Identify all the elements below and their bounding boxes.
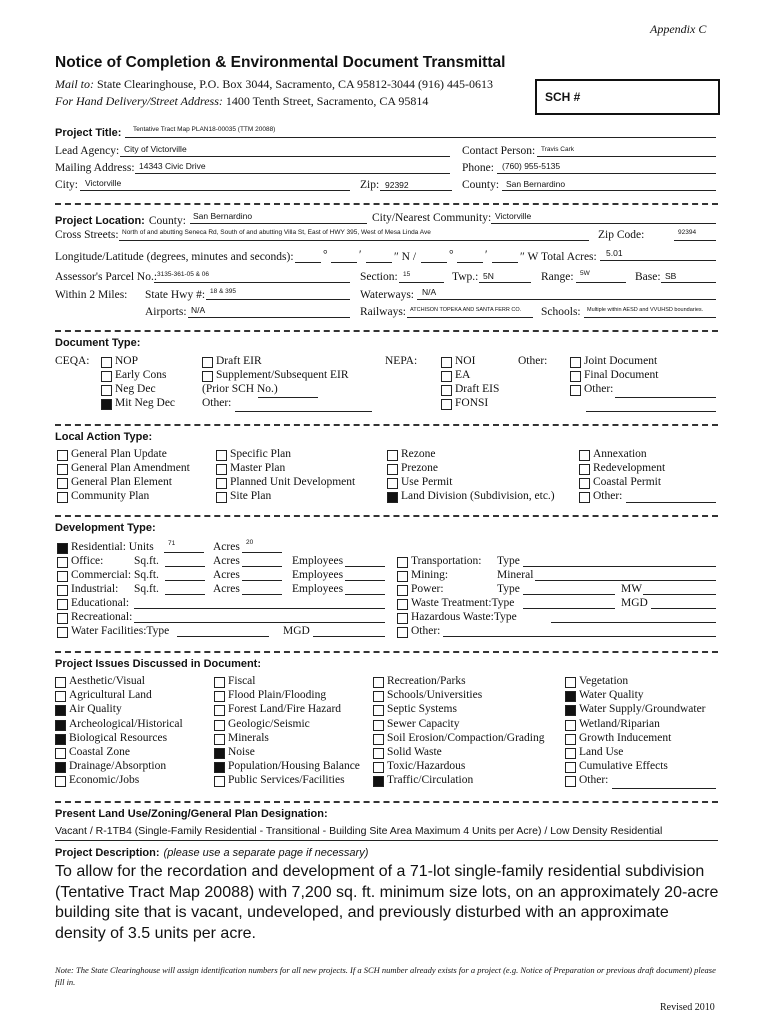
state-hwy-label: State Hwy #: bbox=[145, 289, 206, 301]
specific-plan-label: Specific Plan bbox=[230, 448, 291, 460]
within-2-miles-label: Within 2 Miles: bbox=[55, 289, 128, 301]
residential-checkbox[interactable] bbox=[57, 543, 68, 554]
flood-plain-flooding-checkbox[interactable] bbox=[214, 691, 225, 702]
city-value[interactable]: Victorville bbox=[85, 178, 122, 188]
other-label: Other: bbox=[593, 490, 623, 502]
acres-value[interactable]: 20 bbox=[246, 539, 254, 546]
sch-label: SCH # bbox=[545, 90, 581, 104]
toxic-hazardous-checkbox[interactable] bbox=[373, 762, 384, 773]
land-division-subdivision-etc-label: Land Division (Subdivision, etc.) bbox=[401, 490, 555, 502]
prior-sch-no-label: (Prior SCH No.) bbox=[202, 383, 278, 395]
draft-eis-checkbox[interactable] bbox=[441, 385, 452, 396]
agricultural-land-label: Agricultural Land bbox=[69, 689, 152, 702]
apn-label: Assessor's Parcel No.: bbox=[55, 271, 158, 283]
location-heading-row: Project Location: County: bbox=[55, 215, 186, 227]
transportation-type-label: Type bbox=[497, 555, 520, 567]
waterways-label: Waterways: bbox=[360, 289, 414, 301]
other-checkbox[interactable] bbox=[570, 385, 581, 396]
north-suffix: ″ N / bbox=[394, 251, 417, 263]
zipcode-label: Zip Code: bbox=[598, 229, 645, 241]
sewer-capacity-checkbox[interactable] bbox=[373, 720, 384, 731]
water-facilities-checkbox[interactable] bbox=[57, 627, 68, 638]
general-plan-update-checkbox[interactable] bbox=[57, 450, 68, 461]
county-label: County: bbox=[462, 179, 500, 191]
form-title: Notice of Completion & Environmental Document Transmittal bbox=[55, 54, 506, 71]
nop-checkbox[interactable] bbox=[101, 357, 112, 368]
ceqa-label: CEQA: bbox=[55, 355, 90, 367]
noi-label: NOI bbox=[455, 355, 476, 367]
appendix-label: Appendix C bbox=[650, 22, 707, 36]
site-plan-label: Site Plan bbox=[230, 490, 272, 502]
site-plan-checkbox[interactable] bbox=[216, 492, 227, 503]
twp-value[interactable]: 5N bbox=[483, 271, 494, 281]
office-sqft-label: Sq.ft. bbox=[134, 555, 159, 567]
supplement-subsequent-eir-label: Supplement/Subsequent EIR bbox=[216, 369, 349, 381]
agricultural-land-checkbox[interactable] bbox=[55, 691, 66, 702]
other-label: Other: bbox=[584, 383, 614, 395]
county-value[interactable]: San Bernardino bbox=[506, 179, 566, 189]
general-plan-element-checkbox[interactable] bbox=[57, 478, 68, 489]
cross-streets-label: Cross Streets: bbox=[55, 229, 119, 241]
wetland-riparian-label: Wetland/Riparian bbox=[579, 717, 660, 730]
septic-systems-checkbox[interactable] bbox=[373, 705, 384, 716]
industrial-checkbox[interactable] bbox=[57, 585, 68, 596]
development-heading: Development Type: bbox=[55, 522, 156, 534]
supplement-subsequent-eir-checkbox[interactable] bbox=[202, 371, 213, 382]
neg-dec-checkbox[interactable] bbox=[101, 385, 112, 396]
waterways-value[interactable]: N/A bbox=[422, 287, 437, 297]
transportation-checkbox[interactable] bbox=[397, 557, 408, 568]
cross-streets-value[interactable]: North of and abutting Seneca Rd, South of and abutting Villa St, East of HWY 395, West of Mesa Linda Ave bbox=[122, 229, 431, 236]
early-cons-label: Early Cons bbox=[115, 369, 167, 381]
traffic-circulation-checkbox[interactable] bbox=[373, 776, 384, 787]
biological-resources-label: Biological Resources bbox=[69, 731, 168, 744]
mining-checkbox[interactable] bbox=[397, 571, 408, 582]
local-action-heading: Local Action Type: bbox=[55, 431, 153, 443]
zip-label: Zip: bbox=[360, 179, 380, 191]
use-permit-checkbox[interactable] bbox=[387, 478, 398, 489]
fonsi-checkbox[interactable] bbox=[441, 399, 452, 410]
specific-plan-checkbox[interactable] bbox=[216, 450, 227, 461]
vegetation-checkbox[interactable] bbox=[565, 677, 576, 688]
water-supply-groundwater-label: Water Supply/Groundwater bbox=[579, 703, 706, 716]
water-quality-label: Water Quality bbox=[579, 689, 644, 702]
early-cons-checkbox[interactable] bbox=[101, 371, 112, 382]
ea-label: EA bbox=[455, 369, 471, 381]
schools-universities-checkbox[interactable] bbox=[373, 691, 384, 702]
mit-neg-dec-checkbox[interactable] bbox=[101, 399, 112, 410]
power-label: Power: bbox=[411, 583, 444, 595]
flood-plain-flooding-label: Flood Plain/Flooding bbox=[228, 689, 327, 702]
hazardous-waste-checkbox[interactable] bbox=[397, 613, 408, 624]
solid-waste-label: Solid Waste bbox=[387, 746, 442, 758]
recreation-parks-checkbox[interactable] bbox=[373, 677, 384, 688]
office-employees-label: Employees bbox=[292, 555, 344, 567]
minerals-label: Minerals bbox=[228, 731, 269, 744]
joint-document-checkbox[interactable] bbox=[570, 357, 581, 368]
twp-label: Twp.: bbox=[452, 271, 479, 283]
industrial-acres-label: Acres bbox=[213, 583, 240, 595]
phone-value[interactable]: (760) 955-5135 bbox=[502, 161, 561, 171]
waste-mgd-label: MGD bbox=[621, 597, 648, 609]
waste-treatment-checkbox[interactable] bbox=[397, 599, 408, 610]
septic-systems-label: Septic Systems bbox=[387, 703, 457, 716]
lead-agency-value[interactable]: City of Victorville bbox=[124, 144, 187, 154]
vegetation-label: Vegetation bbox=[579, 675, 629, 687]
schools-label: Schools: bbox=[541, 306, 581, 318]
deg-symbol: ° bbox=[449, 249, 454, 261]
railways-label: Railways: bbox=[360, 306, 406, 318]
final-document-label: Final Document bbox=[584, 369, 659, 381]
office-label: Office: bbox=[71, 555, 104, 567]
project-description[interactable]: To allow for the recordation and development of a 71-lot single-family residential subdivision (Tentative Tract Map 20088) with 7,200 sq. ft. minimum size lots, on an approximately 20-acre building site that is vacant, undeveloped, and previously disturbed with an approximate density of 3.5 units per acre. bbox=[55, 863, 719, 942]
fiscal-label: Fiscal bbox=[228, 675, 256, 687]
recreation-parks-label: Recreation/Parks bbox=[387, 675, 466, 687]
office-acres-label: Acres bbox=[213, 555, 240, 567]
land-use-heading: Present Land Use/Zoning/General Plan Designation: bbox=[55, 808, 328, 820]
power-checkbox[interactable] bbox=[397, 585, 408, 596]
draft-eir-checkbox[interactable] bbox=[202, 357, 213, 368]
zipcode-value[interactable]: 92394 bbox=[678, 229, 697, 236]
units-value[interactable]: 71 bbox=[168, 540, 176, 547]
doc-type-heading: Document Type: bbox=[55, 337, 141, 349]
mw-label: MW bbox=[621, 583, 643, 595]
zip-value[interactable]: 92392 bbox=[385, 180, 409, 190]
transportation-label: Transportation: bbox=[411, 555, 482, 567]
master-plan-label: Master Plan bbox=[230, 462, 286, 474]
noise-label: Noise bbox=[228, 746, 255, 758]
waste-treatment-label: Waste Treatment:Type bbox=[411, 597, 515, 609]
water-supply-groundwater-checkbox[interactable] bbox=[565, 705, 576, 716]
other-checkbox[interactable] bbox=[579, 492, 590, 503]
commercial-label: Commercial: bbox=[71, 569, 132, 581]
water-facilities-label: Water Facilities:Type bbox=[71, 625, 170, 637]
redevelopment-checkbox[interactable] bbox=[579, 464, 590, 475]
minerals-checkbox[interactable] bbox=[214, 734, 225, 745]
economic-jobs-checkbox[interactable] bbox=[55, 776, 66, 787]
wetland-riparian-checkbox[interactable] bbox=[565, 720, 576, 731]
land-use-checkbox[interactable] bbox=[565, 748, 576, 759]
phone-label: Phone: bbox=[462, 162, 494, 174]
commercial-sqft-label: Sq.ft. bbox=[134, 569, 159, 581]
noi-checkbox[interactable] bbox=[441, 357, 452, 368]
population-housing-balance-label: Population/Housing Balance bbox=[228, 760, 360, 773]
land-use-value[interactable]: Vacant / R-1TB4 (Single-Family Residential - Transitional - Building Site Area Maximum 4 Units per Acre) / Low Density Residential bbox=[55, 825, 663, 837]
growth-inducement-label: Growth Inducement bbox=[579, 731, 672, 744]
drainage-absorption-label: Drainage/Absorption bbox=[69, 760, 167, 773]
power-type-label: Type bbox=[497, 583, 520, 595]
state-hwy-value[interactable]: 18 & 395 bbox=[210, 288, 237, 295]
range-label: Range: bbox=[541, 271, 574, 283]
industrial-label: Industrial: bbox=[71, 583, 119, 595]
master-plan-checkbox[interactable] bbox=[216, 464, 227, 475]
coastal-zone-label: Coastal Zone bbox=[69, 746, 130, 758]
longlat-label: Longitude/Latitude (degrees, minutes and seconds): bbox=[55, 251, 294, 263]
economic-jobs-label: Economic/Jobs bbox=[69, 774, 140, 787]
footnote: Note: The State Clearinghouse will assign identification numbers for all new projects. If a SCH number already exists for a project (e.g. Notice of Preparation or previous draft document) please fill in. bbox=[55, 965, 716, 987]
fonsi-label: FONSI bbox=[455, 397, 489, 409]
water-mgd-label: MGD bbox=[283, 625, 310, 637]
neg-dec-label: Neg Dec bbox=[115, 383, 156, 395]
base-label: Base: bbox=[635, 271, 661, 283]
geologic-seismic-label: Geologic/Seismic bbox=[228, 717, 310, 730]
toxic-hazardous-label: Toxic/Hazardous bbox=[387, 760, 466, 773]
acres-label: Acres bbox=[213, 541, 240, 553]
hand-delivery-line: For Hand Delivery/Street Address: 1400 Tenth Street, Sacramento, CA 95814 bbox=[55, 94, 429, 108]
draft-eis-label: Draft EIS bbox=[455, 383, 500, 395]
other-label: Other: bbox=[579, 774, 609, 787]
recreational-label: Recreational: bbox=[71, 611, 133, 623]
general-plan-update-label: General Plan Update bbox=[71, 448, 167, 460]
mailing-label: Mailing Address: bbox=[55, 162, 135, 174]
schools-value[interactable]: Multiple within AESD and VVUHSD boundaries. bbox=[587, 307, 704, 313]
air-quality-label: Air Quality bbox=[69, 703, 122, 716]
community-plan-label: Community Plan bbox=[71, 490, 150, 502]
general-plan-amendment-checkbox[interactable] bbox=[57, 464, 68, 475]
biological-resources-checkbox[interactable] bbox=[55, 734, 66, 745]
project-title-value[interactable]: Tentative Tract Map PLAN18-00035 (TTM 20088) bbox=[133, 126, 276, 133]
airports-label: Airports: bbox=[145, 306, 187, 318]
fiscal-checkbox[interactable] bbox=[214, 677, 225, 688]
schools-universities-label: Schools/Universities bbox=[387, 689, 483, 702]
redevelopment-label: Redevelopment bbox=[593, 462, 666, 474]
educational-checkbox[interactable] bbox=[57, 599, 68, 610]
commercial-checkbox[interactable] bbox=[57, 571, 68, 582]
land-use-label: Land Use bbox=[579, 746, 624, 758]
growth-inducement-checkbox[interactable] bbox=[565, 734, 576, 745]
coastal-permit-label: Coastal Permit bbox=[593, 476, 662, 488]
coastal-permit-checkbox[interactable] bbox=[579, 478, 590, 489]
planned-unit-development-checkbox[interactable] bbox=[216, 478, 227, 489]
industrial-sqft-label: Sq.ft. bbox=[134, 583, 159, 595]
office-checkbox[interactable] bbox=[57, 557, 68, 568]
soil-erosion-compaction-grading-label: Soil Erosion/Compaction/Grading bbox=[387, 731, 545, 744]
commercial-acres-label: Acres bbox=[213, 569, 240, 581]
city-label: City: bbox=[55, 179, 79, 191]
community-label: City/Nearest Community: bbox=[372, 212, 492, 224]
solid-waste-checkbox[interactable] bbox=[373, 748, 384, 759]
project-title-label: Project Title: bbox=[55, 127, 122, 139]
ea-checkbox[interactable] bbox=[441, 371, 452, 382]
archeological-historical-label: Archeological/Historical bbox=[69, 717, 183, 730]
public-services-facilities-checkbox[interactable] bbox=[214, 776, 225, 787]
drainage-absorption-checkbox[interactable] bbox=[55, 762, 66, 773]
min-symbol: ′ bbox=[485, 249, 488, 261]
community-plan-checkbox[interactable] bbox=[57, 492, 68, 503]
prezone-checkbox[interactable] bbox=[387, 464, 398, 475]
final-document-checkbox[interactable] bbox=[570, 371, 581, 382]
section-value[interactable]: 15 bbox=[403, 271, 411, 278]
location-county-value[interactable]: San Bernardino bbox=[193, 211, 253, 221]
apn-value[interactable]: 3135-361-05 & 06 bbox=[157, 271, 210, 278]
revised-label: Revised 2010 bbox=[660, 1002, 715, 1013]
min-symbol: ′ bbox=[359, 249, 362, 261]
general-plan-element-label: General Plan Element bbox=[71, 476, 172, 488]
mail-to-line: Mail to: State Clearinghouse, P.O. Box 3044, Sacramento, CA 95812-3044 (916) 445-0613 bbox=[55, 77, 493, 91]
noise-checkbox[interactable] bbox=[214, 748, 225, 759]
range-value[interactable]: 5W bbox=[580, 270, 590, 277]
geologic-seismic-checkbox[interactable] bbox=[214, 720, 225, 731]
educational-label: Educational: bbox=[71, 597, 130, 609]
mailing-value[interactable]: 14343 Civic Drive bbox=[139, 161, 206, 171]
cumulative-effects-checkbox[interactable] bbox=[565, 762, 576, 773]
total-acres-label: Total Acres: bbox=[541, 251, 597, 263]
traffic-circulation-label: Traffic/Circulation bbox=[387, 774, 474, 787]
rezone-checkbox[interactable] bbox=[387, 450, 398, 461]
joint-document-label: Joint Document bbox=[584, 355, 658, 367]
general-plan-amendment-label: General Plan Amendment bbox=[71, 462, 190, 474]
industrial-employees-label: Employees bbox=[292, 583, 344, 595]
airports-value[interactable]: N/A bbox=[191, 305, 206, 315]
annexation-label: Annexation bbox=[593, 448, 647, 460]
mineral-label: Mineral bbox=[497, 569, 534, 581]
other-label: Other: bbox=[202, 397, 232, 409]
sewer-capacity-label: Sewer Capacity bbox=[387, 717, 460, 730]
forest-land-fire-hazard-checkbox[interactable] bbox=[214, 705, 225, 716]
residential-label: Residential: Units bbox=[71, 541, 154, 553]
total-acres-value[interactable]: 5.01 bbox=[606, 248, 623, 258]
forest-land-fire-hazard-label: Forest Land/Fire Hazard bbox=[228, 703, 342, 716]
description-heading-row: Project Description: (please use a separate page if necessary) bbox=[55, 847, 369, 859]
dev-other-label: Other: bbox=[411, 625, 441, 637]
nop-label: NOP bbox=[115, 355, 139, 367]
soil-erosion-compaction-grading-checkbox[interactable] bbox=[373, 734, 384, 745]
annexation-checkbox[interactable] bbox=[579, 450, 590, 461]
mining-label: Mining: bbox=[411, 569, 449, 581]
sch-number-box[interactable] bbox=[535, 79, 720, 115]
community-value[interactable]: Victorville bbox=[495, 211, 532, 221]
contact-value[interactable]: Travis Cark bbox=[541, 146, 574, 153]
lead-agency-label: Lead Agency: bbox=[55, 145, 120, 157]
contact-label: Contact Person: bbox=[462, 145, 536, 157]
section-label: Section: bbox=[360, 271, 398, 283]
coastal-zone-checkbox[interactable] bbox=[55, 748, 66, 759]
recreational-checkbox[interactable] bbox=[57, 613, 68, 624]
aesthetic-visual-checkbox[interactable] bbox=[55, 677, 66, 688]
commercial-employees-label: Employees bbox=[292, 569, 344, 581]
base-value[interactable]: SB bbox=[665, 271, 677, 281]
dev-other-checkbox[interactable] bbox=[397, 627, 408, 638]
cumulative-effects-label: Cumulative Effects bbox=[579, 760, 668, 773]
population-housing-balance-checkbox[interactable] bbox=[214, 762, 225, 773]
public-services-facilities-label: Public Services/Facilities bbox=[228, 774, 345, 787]
nepa-label: NEPA: bbox=[385, 355, 418, 367]
land-division-subdivision-etc-checkbox[interactable] bbox=[387, 492, 398, 503]
planned-unit-development-label: Planned Unit Development bbox=[230, 476, 356, 488]
west-suffix: ″ W bbox=[520, 251, 539, 263]
hazardous-waste-label: Hazardous Waste:Type bbox=[411, 611, 517, 623]
mit-neg-dec-label: Mit Neg Dec bbox=[115, 397, 176, 409]
other-doc-label: Other: bbox=[518, 355, 548, 367]
other-checkbox[interactable] bbox=[565, 776, 576, 787]
water-quality-checkbox[interactable] bbox=[565, 691, 576, 702]
air-quality-checkbox[interactable] bbox=[55, 705, 66, 716]
deg-symbol: ° bbox=[323, 249, 328, 261]
aesthetic-visual-label: Aesthetic/Visual bbox=[69, 675, 145, 687]
archeological-historical-checkbox[interactable] bbox=[55, 720, 66, 731]
draft-eir-label: Draft EIR bbox=[216, 355, 262, 367]
issues-heading: Project Issues Discussed in Document: bbox=[55, 658, 262, 670]
railways-value[interactable]: ATCHISON TOPEKA AND SANTA FERR CO. bbox=[410, 307, 522, 313]
rezone-label: Rezone bbox=[401, 448, 436, 460]
use-permit-label: Use Permit bbox=[401, 476, 453, 488]
prezone-label: Prezone bbox=[401, 462, 439, 474]
